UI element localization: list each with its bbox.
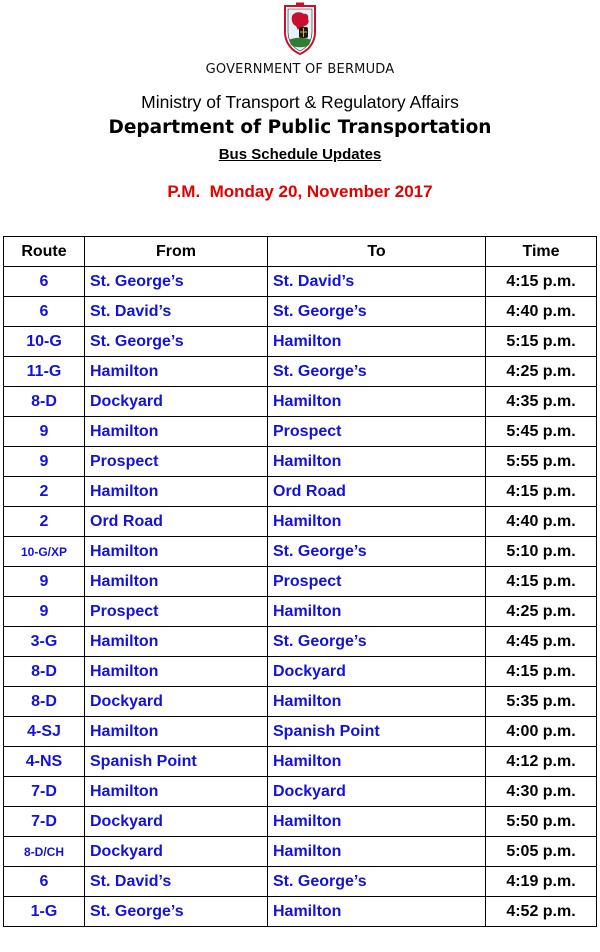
route-cell: 9 <box>4 447 85 477</box>
table-row <box>4 777 597 807</box>
table-row <box>4 447 597 477</box>
route-cell: 2 <box>4 477 85 507</box>
time-cell: 4:25 p.m. <box>486 597 597 627</box>
route-cell: 9 <box>4 417 85 447</box>
time-cell: 4:15 p.m. <box>486 477 597 507</box>
route-cell: 4-SJ <box>4 717 85 747</box>
time-cell: 4:15 p.m. <box>486 267 597 297</box>
time-cell: 4:40 p.m. <box>486 297 597 327</box>
from-cell: Dockyard <box>85 837 268 867</box>
table-row <box>4 717 597 747</box>
to-cell: Hamilton <box>268 597 486 627</box>
to-cell: Hamilton <box>268 447 486 477</box>
date-line: P.M. Monday 20, November 2017 <box>167 182 433 201</box>
schedule-rows <box>4 267 597 927</box>
time-cell: 5:55 p.m. <box>486 447 597 477</box>
bermuda-crest-icon <box>280 2 320 56</box>
table-row <box>4 747 597 777</box>
route-cell: 8-D/CH <box>4 837 85 867</box>
table-row <box>4 267 597 297</box>
table-row <box>4 327 597 357</box>
table-row <box>4 807 597 837</box>
to-cell: Prospect <box>268 567 486 597</box>
table-row <box>4 417 597 447</box>
column-header-route: Route <box>4 237 85 267</box>
to-cell: Ord Road <box>268 477 486 507</box>
to-cell: Hamilton <box>268 747 486 777</box>
table-row <box>4 387 597 417</box>
to-cell: St. George’s <box>268 867 486 897</box>
column-header-to: To <box>268 237 486 267</box>
route-cell: 9 <box>4 597 85 627</box>
from-cell: St. George’s <box>85 327 268 357</box>
from-cell: Hamilton <box>85 627 268 657</box>
from-cell: Hamilton <box>85 477 268 507</box>
time-cell: 4:52 p.m. <box>486 897 597 927</box>
from-cell: Dockyard <box>85 687 268 717</box>
time-cell: 5:15 p.m. <box>486 327 597 357</box>
route-cell: 6 <box>4 867 85 897</box>
from-cell: Prospect <box>85 447 268 477</box>
table-row <box>4 297 597 327</box>
from-cell: Hamilton <box>85 567 268 597</box>
route-cell: 9 <box>4 567 85 597</box>
route-cell: 6 <box>4 297 85 327</box>
route-cell: 10-G/XP <box>4 537 85 567</box>
to-cell: Hamilton <box>268 837 486 867</box>
bus-schedule-table <box>3 236 597 927</box>
to-cell: Hamilton <box>268 807 486 837</box>
government-title: GOVERNMENT OF BERMUDA <box>205 62 395 77</box>
table-row <box>4 507 597 537</box>
table-row <box>4 657 597 687</box>
to-cell: St. George’s <box>268 297 486 327</box>
table-header-row <box>4 237 597 267</box>
from-cell: St. George’s <box>85 897 268 927</box>
time-cell: 4:25 p.m. <box>486 357 597 387</box>
route-cell: 1-G <box>4 897 85 927</box>
route-cell: 2 <box>4 507 85 537</box>
to-cell: Prospect <box>268 417 486 447</box>
from-cell: Hamilton <box>85 777 268 807</box>
table-row <box>4 837 597 867</box>
to-cell: Dockyard <box>268 657 486 687</box>
to-cell: Hamilton <box>268 687 486 717</box>
department-title: Department of Public Transportation <box>108 117 492 138</box>
to-cell: St. George’s <box>268 537 486 567</box>
column-header-from: From <box>85 237 268 267</box>
to-cell: Hamilton <box>268 507 486 537</box>
time-cell: 4:35 p.m. <box>486 387 597 417</box>
table-row <box>4 357 597 387</box>
from-cell: Dockyard <box>85 387 268 417</box>
route-cell: 10-G <box>4 327 85 357</box>
route-cell: 8-D <box>4 387 85 417</box>
time-cell: 4:15 p.m. <box>486 567 597 597</box>
from-cell: Ord Road <box>85 507 268 537</box>
route-cell: 11-G <box>4 357 85 387</box>
from-cell: Hamilton <box>85 417 268 447</box>
table-row <box>4 687 597 717</box>
from-cell: St. George’s <box>85 267 268 297</box>
time-cell: 4:40 p.m. <box>486 507 597 537</box>
table-row <box>4 567 597 597</box>
to-cell: Hamilton <box>268 897 486 927</box>
route-cell: 3-G <box>4 627 85 657</box>
table-row <box>4 867 597 897</box>
table-row <box>4 477 597 507</box>
to-cell: Spanish Point <box>268 717 486 747</box>
time-cell: 5:50 p.m. <box>486 807 597 837</box>
time-cell: 4:12 p.m. <box>486 747 597 777</box>
from-cell: St. David’s <box>85 297 268 327</box>
route-cell: 7-D <box>4 807 85 837</box>
to-cell: St. George’s <box>268 357 486 387</box>
to-cell: St. George’s <box>268 627 486 657</box>
table-row <box>4 597 597 627</box>
to-cell: Dockyard <box>268 777 486 807</box>
time-cell: 5:45 p.m. <box>486 417 597 447</box>
time-cell: 4:45 p.m. <box>486 627 597 657</box>
time-cell: 5:05 p.m. <box>486 837 597 867</box>
to-cell: Hamilton <box>268 327 486 357</box>
from-cell: St. David’s <box>85 867 268 897</box>
column-header-time: Time <box>486 237 597 267</box>
from-cell: Hamilton <box>85 657 268 687</box>
route-cell: 8-D <box>4 687 85 717</box>
time-cell: 4:15 p.m. <box>486 657 597 687</box>
route-cell: 7-D <box>4 777 85 807</box>
time-cell: 4:30 p.m. <box>486 777 597 807</box>
schedule-subtitle: Bus Schedule Updates <box>218 146 382 163</box>
route-cell: 4-NS <box>4 747 85 777</box>
table-row <box>4 897 597 927</box>
from-cell: Hamilton <box>85 717 268 747</box>
from-cell: Spanish Point <box>85 747 268 777</box>
route-cell: 6 <box>4 267 85 297</box>
time-cell: 4:19 p.m. <box>486 867 597 897</box>
from-cell: Dockyard <box>85 807 268 837</box>
to-cell: St. David’s <box>268 267 486 297</box>
table-row <box>4 537 597 567</box>
from-cell: Hamilton <box>85 537 268 567</box>
from-cell: Prospect <box>85 597 268 627</box>
ministry-title: Ministry of Transport & Regulatory Affairs <box>141 92 459 112</box>
to-cell: Hamilton <box>268 387 486 417</box>
time-cell: 4:00 p.m. <box>486 717 597 747</box>
table-row <box>4 627 597 657</box>
time-cell: 5:10 p.m. <box>486 537 597 567</box>
time-cell: 5:35 p.m. <box>486 687 597 717</box>
route-cell: 8-D <box>4 657 85 687</box>
from-cell: Hamilton <box>85 357 268 387</box>
